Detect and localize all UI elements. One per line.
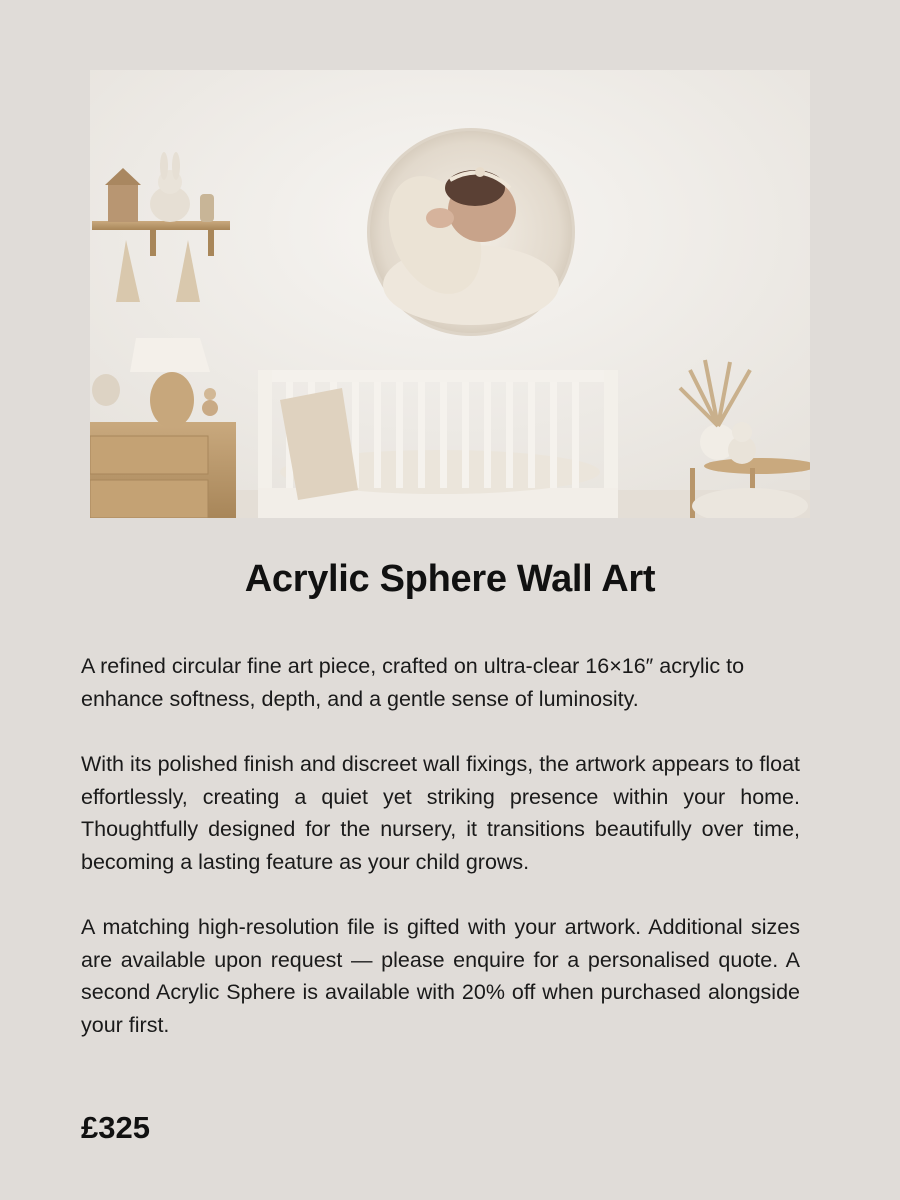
- product-title: Acrylic Sphere Wall Art: [244, 558, 656, 600]
- product-description: [81, 650, 800, 1074]
- description-paragraph: A matching high-resolution file is gifted with your artwork. Additional sizes are available upon request — please enquire for a personalised quote. A second Acrylic Sphere is available with 20% off when purchased alongside your first.: [81, 915, 800, 1037]
- acrylic-sphere-artwork: [367, 128, 575, 336]
- description-paragraph: With its polished finish and discreet wall fixings, the artwork appears to float effortlessly, creating a quiet yet striking presence within your home. Thoughtfully designed for the nursery, it transitions beautifully over time, becoming a lasting feature as your child grows.: [81, 752, 800, 874]
- product-image: [90, 70, 810, 518]
- product-price: £325: [81, 1110, 150, 1145]
- description-paragraph: A refined circular fine art piece, crafted on ultra-clear 16×16″ acrylic to enhance softness, depth, and a gentle sense of luminosity.: [81, 654, 745, 711]
